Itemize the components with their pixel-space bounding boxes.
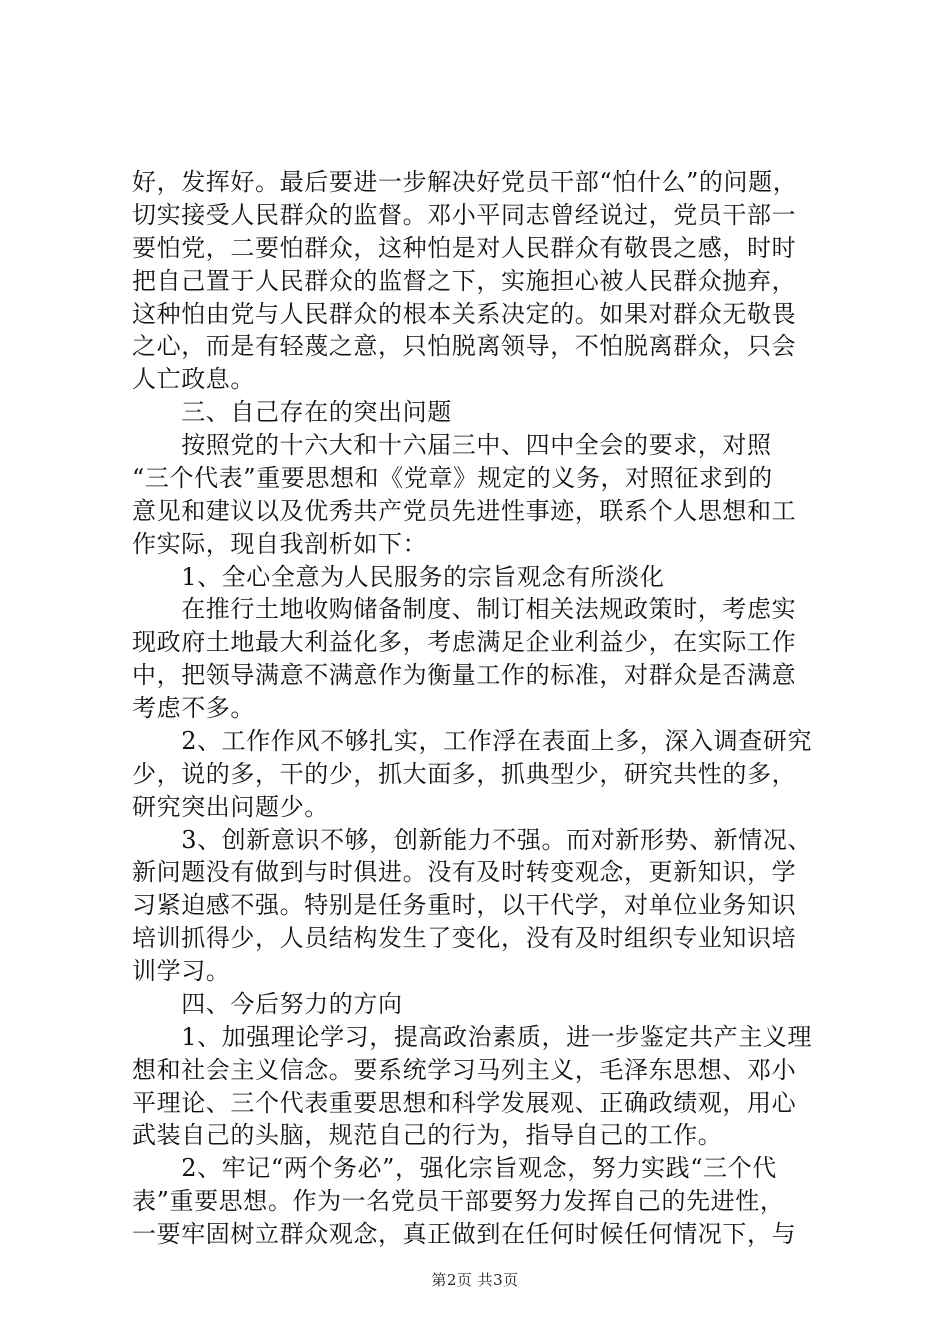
text-line: 之心，而是有轻蔑之意，只怕脱离领导，不怕脱离群众，只会 (132, 332, 797, 360)
text-line: 把自己置于人民群众的监督之下，实施担心被人民群众抛弃， (132, 267, 797, 295)
text-line: 在推行土地收购储备制度、制订相关法规政策时，考虑实 (132, 595, 797, 623)
text-line: 研究突出问题少。 (132, 793, 329, 821)
text-line: 这种怕由党与人民群众的根本关系决定的。如果对群众无敬畏 (132, 300, 797, 328)
text-line: 要怕党，二要怕群众，这种怕是对人民群众有敬畏之感，时时 (132, 234, 797, 262)
text-line: 现政府土地最大利益化多，考虑满足企业利益少，在实际工作 (132, 628, 797, 656)
text-line: 培训抓得少，人员结构发生了变化，没有及时组织专业知识培 (132, 924, 797, 952)
text-line: “三个代表”重要思想和《党章》规定的义务，对照征求到的 (132, 464, 773, 492)
text-line: 2、牢记“两个务必”，强化宗旨观念，努力实践“三个代 (132, 1154, 777, 1182)
text-line: 好，发挥好。最后要进一步解决好党员干部“怕什么”的问题， (132, 168, 798, 196)
text-line: 武装自己的头脑，规范自己的行为，指导自己的工作。 (132, 1121, 723, 1149)
text-line: 习紧迫感不强。特别是任务重时，以干代学，对单位业务知识 (132, 891, 797, 919)
text-line: 3、创新意识不够，创新能力不强。而对新形势、新情况、 (132, 826, 813, 854)
text-line: 1、全心全意为人民服务的宗旨观念有所淡化 (132, 563, 665, 591)
text-line: 少，说的多，干的少，抓大面多，抓典型少，研究共性的多， (132, 760, 797, 788)
text-line: 作实际，现自我剖析如下： (132, 530, 428, 558)
text-line: 意见和建议以及优秀共产党员先进性事迹，联系个人思想和工 (132, 497, 797, 525)
text-line: 人亡政息。 (132, 365, 255, 393)
page-number: 第2页 共3页 (431, 1271, 519, 1289)
text-line: 切实接受人民群众的监督。邓小平同志曾经说过，党员干部一 (132, 201, 797, 229)
text-line: 中，把领导满意不满意作为衡量工作的标准，对群众是否满意 (132, 661, 797, 689)
text-line: 考虑不多。 (132, 694, 255, 722)
text-line: 表”重要思想。作为一名党员干部要努力发挥自己的先进性， (132, 1187, 785, 1215)
text-line: 平理论、三个代表重要思想和科学发展观、正确政绩观，用心 (132, 1089, 797, 1117)
text-line: 1、加强理论学习，提高政治素质，进一步鉴定共产主义理 (132, 1023, 813, 1051)
text-line: 训学习。 (132, 957, 231, 985)
text-line: 一要牢固树立群众观念，真正做到在任何时候任何情况下，与 (132, 1220, 797, 1248)
text-line: 新问题没有做到与时俱进。没有及时转变观念，更新知识，学 (132, 858, 797, 886)
text-line: 想和社会主义信念。要系统学习马列主义，毛泽东思想、邓小 (132, 1056, 797, 1084)
section-heading: 三、自己存在的突出问题 (132, 398, 452, 426)
text-line: 2、工作作风不够扎实，工作浮在表面上多，深入调查研究 (132, 727, 813, 755)
text-line: 按照党的十六大和十六届三中、四中全会的要求，对照 (132, 431, 772, 459)
section-heading: 四、今后努力的方向 (132, 990, 403, 1018)
